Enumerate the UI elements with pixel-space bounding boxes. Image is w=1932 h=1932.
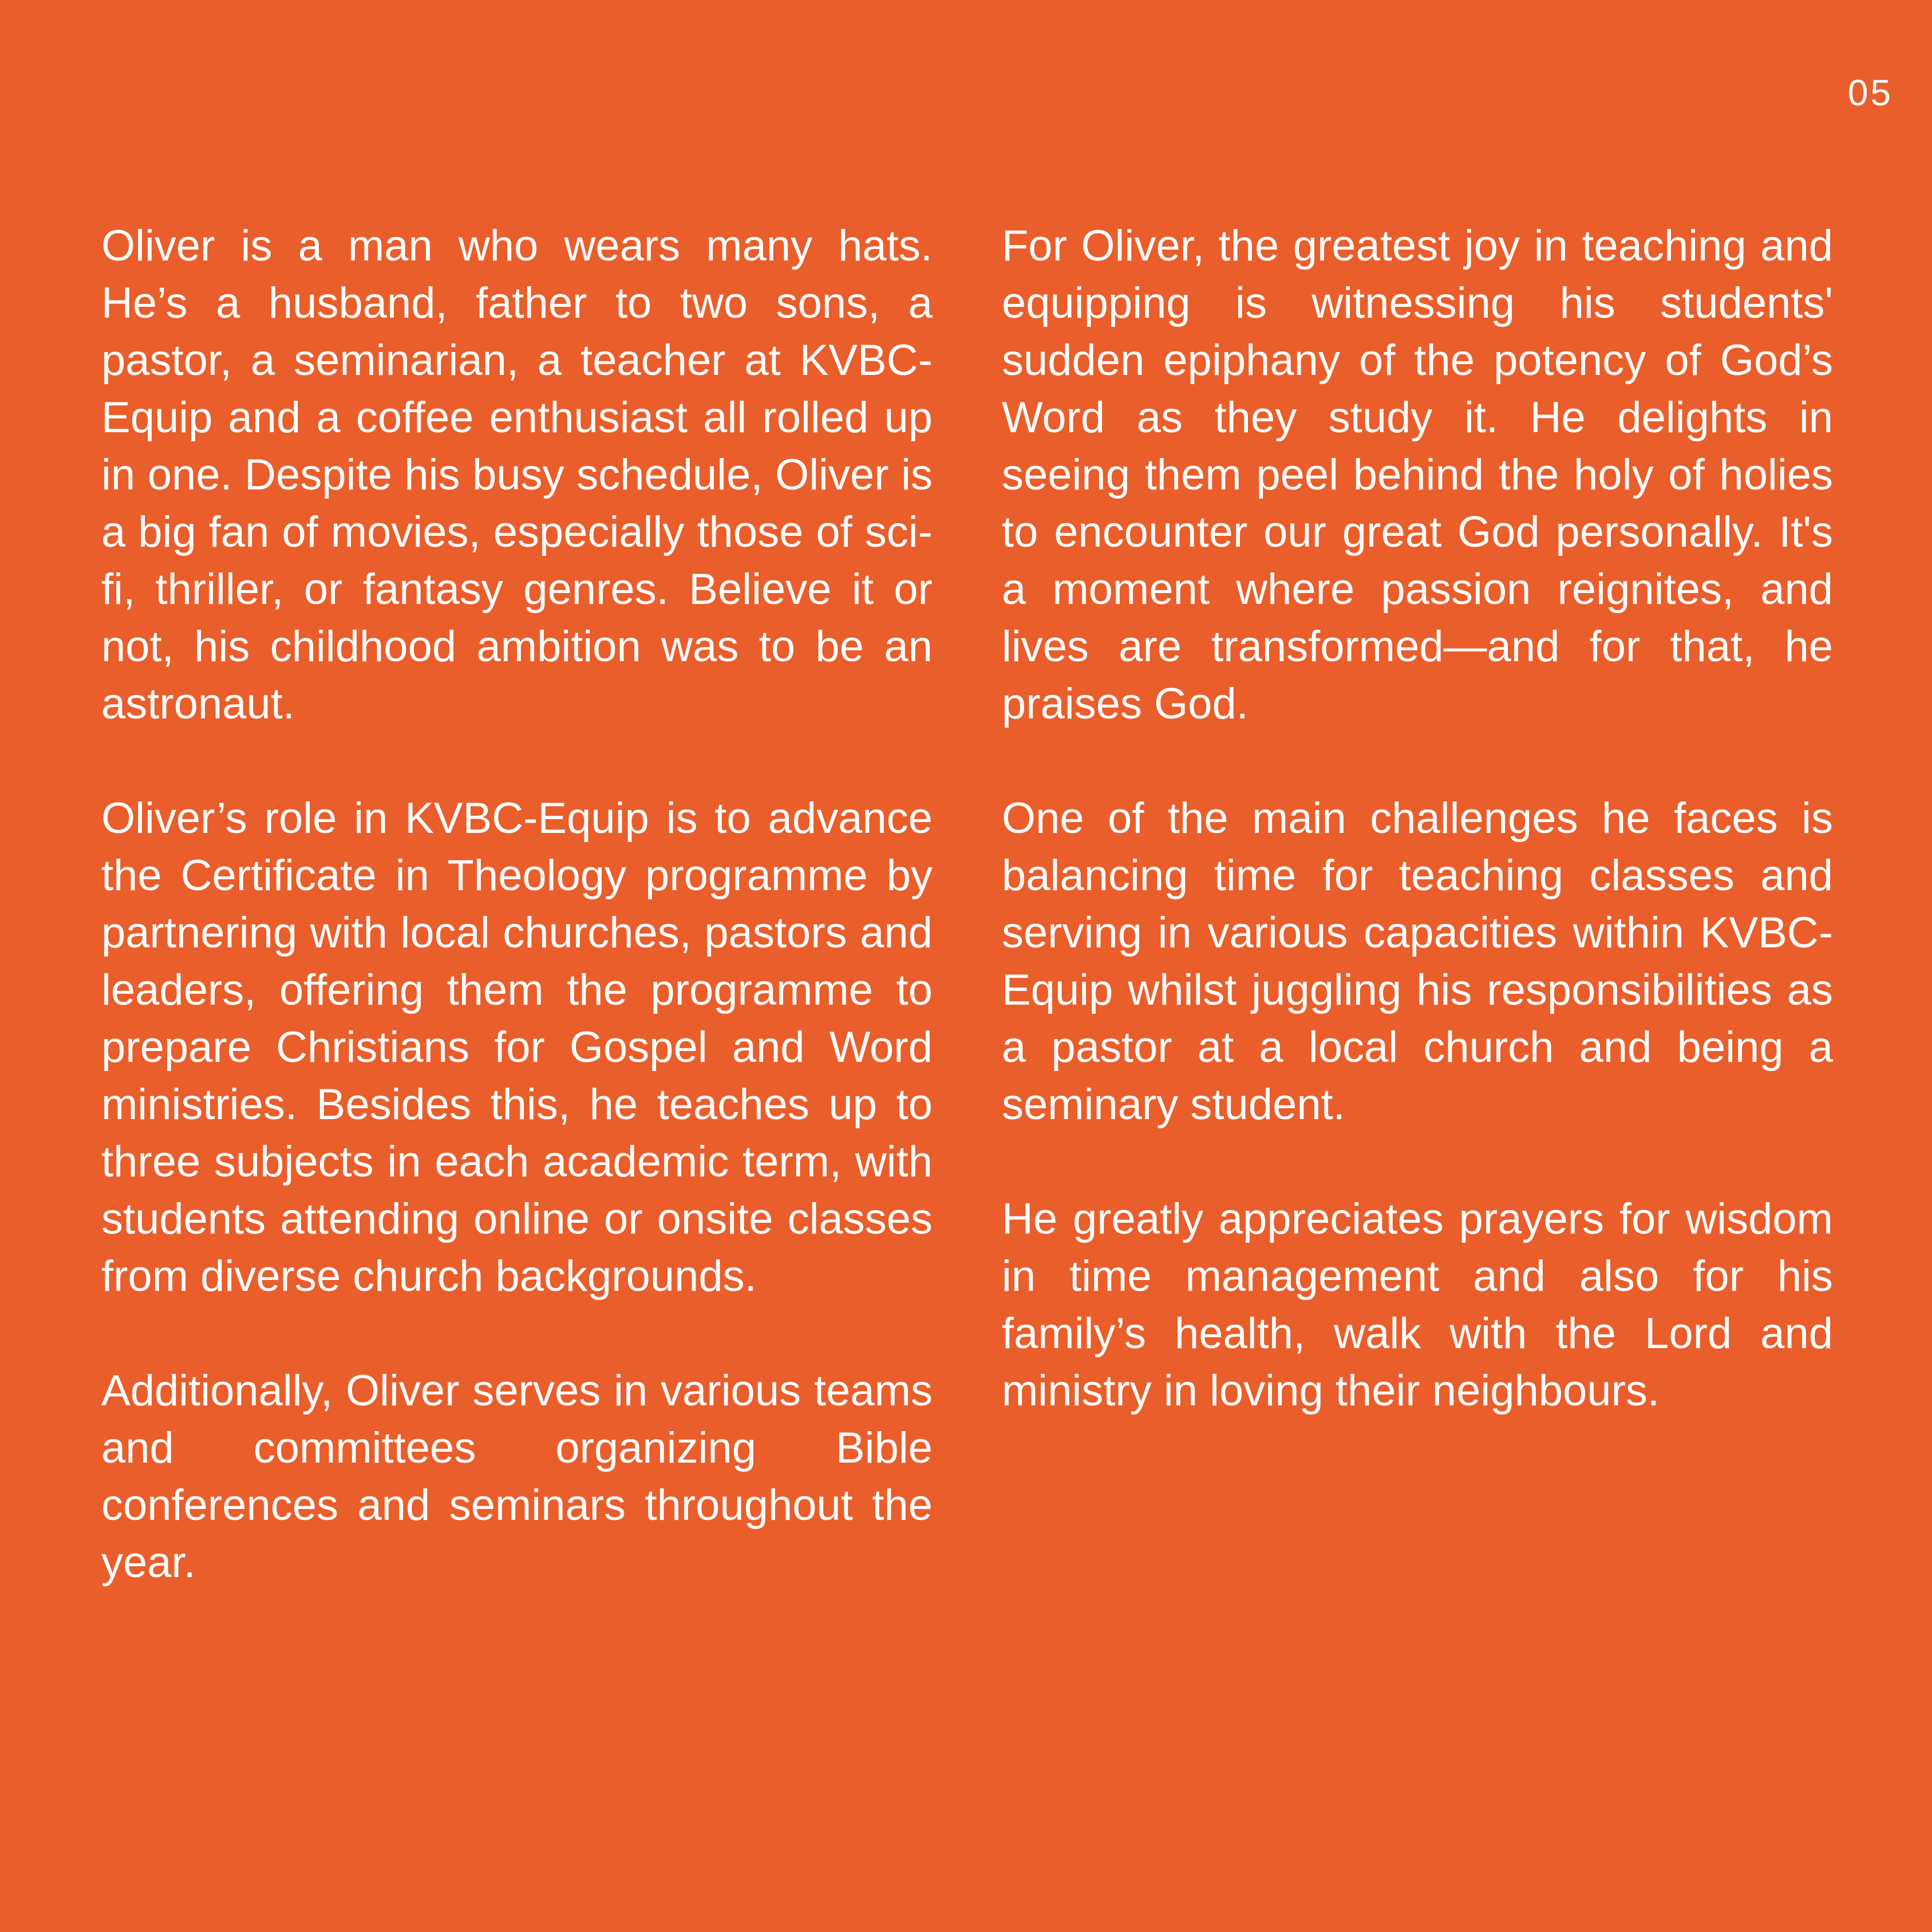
paragraph-challenges: One of the main challenges he faces is balancing time for teaching classes and serving in various capacities within KVBC-Equip whilst juggling his responsibilities as a pastor at a local church and being a seminary student. <box>1002 794 1833 1129</box>
paragraph-role: Oliver’s role in KVBC-Equip is to advance the Certificate in Theology programme by partnering with local churches, pastors and leaders, offering them the programme to prepare Christians for Gospel and Word ministries. Besides this, he teaches up to three subjects in each academic term, with students attending online or onsite classes from diverse church backgrounds. <box>101 794 933 1301</box>
paragraph-additional: Additionally, Oliver serves in various teams and committees organizing Bible conferences and seminars throughout the year. <box>101 1366 933 1587</box>
paragraph-prayers: He greatly appreciates prayers for wisdom in time management and also for his family’s health, walk with the Lord and ministry in loving their neighbours. <box>1002 1195 1833 1415</box>
paragraph-intro: Oliver is a man who wears many hats. He’s a husband, father to two sons, a pastor, a seminarian, a teacher at KVBC-Equip and a coffee enthusiast all rolled up in one. Despite his busy schedule, Oliver is a big fan of movies, especially those of sci-fi, thriller, or fantasy genres. Believe it or not, his childhood ambition was to be an astronaut. <box>101 222 933 728</box>
page-number: 05 <box>1847 72 1893 113</box>
left-column <box>101 218 933 1649</box>
right-column <box>1002 218 1833 1477</box>
paragraph-joy: For Oliver, the greatest joy in teaching and equipping is witnessing his students' sudden epiphany of the potency of God’s Word as they study it. He delights in seeing them peel behind the holy of holies to encounter our great God personally. It's a moment where passion reignites, and lives are transformed—and for that, he praises God. <box>1002 222 1833 728</box>
